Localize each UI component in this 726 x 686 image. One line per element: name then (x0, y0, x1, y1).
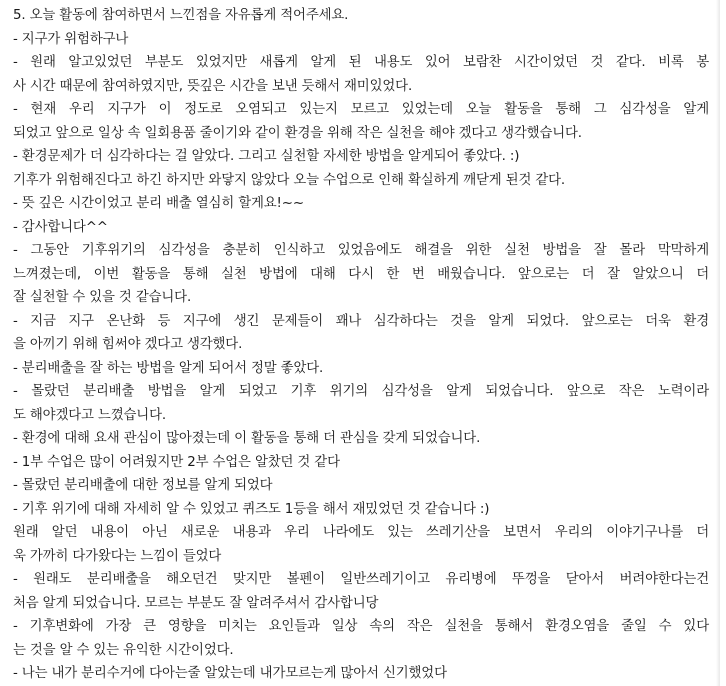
response-line: 도 해야겠다고 느꼈습니다. (13, 407, 166, 423)
response-line: - 지금 지구 온난화 등 지구에 생긴 문제들이 꽤나 심각하다는 것을 알게 되었다. 앞으로는 더욱 환경 (13, 313, 709, 329)
response-line: - 분리배출을 잘 하는 방법을 알게 되어서 정말 좋았다. (13, 360, 324, 376)
response-line: - 원래도 분리배출을 해오던건 맞지만 볼펜이 일반쓰레기이고 유리병에 뚜껑을 닫아서 버려야한다는건 (13, 572, 709, 587)
response-line: - 기후 위기에 대해 자세히 알 수 있었고 퀴즈도 1등을 해서 재밌었던 것 같습니다 :) (13, 501, 490, 517)
response-line: 을 아끼기 위해 힘써야 겠다고 생각했다. (13, 337, 243, 352)
response-line: - 몰랐던 분리배출에 대한 정보를 알게 되었다 (13, 478, 273, 493)
response-line: - 현재 우리 지구가 이 정도로 오염되고 있는지 모르고 있었는데 오늘 활동을 통해 그 심각성을 알게 (13, 102, 709, 117)
response-line: - 환경문제가 더 심각하다는 걸 알았다. 그리고 실천할 자세한 방법을 알게되어 좋았다. :) (13, 149, 520, 164)
response-line: - 기후변화에 가장 큰 영향을 미치는 요인들과 일상 속의 작은 실천을 통해서 환경오염을 줄일 수 있다 (13, 619, 709, 634)
response-line: - 뜻 깊은 시간이었고 분리 배출 열심히 할게요!~~ (13, 196, 304, 211)
response-line: 잘 실천할 수 있을 것 같습니다. (13, 290, 192, 305)
response-line: - 지구가 위험하구나 (13, 31, 129, 47)
document-body (13, 4, 709, 686)
response-line: 사 시간 때문에 참여하였지만, 뜻깊은 시간을 보낸 듯해서 재미있었다. (13, 78, 413, 94)
page-right-edge (716, 0, 720, 686)
response-line: - 환경에 대해 요새 관심이 많아졌는데 이 활동을 통해 더 관심을 갖게 되었습니다. (13, 431, 481, 446)
response-line: - 몰랐던 분리배출 방법을 알게 되었고 기후 위기의 심각성을 알게 되었습니다. 앞으로 작은 노력이라 (13, 384, 709, 399)
response-line: 는 것을 알 수 있는 유익한 시간이었다. (13, 642, 234, 658)
question-heading: 5. 오늘 활동에 참여하면서 느낀점을 자유롭게 적어주세요. (13, 8, 349, 23)
response-line: - 감사합니다^^ (13, 219, 108, 235)
response-line: - 1부 수업은 많이 어려웠지만 2부 수업은 알찼던 것 같다 (13, 454, 340, 470)
response-line: - 원래 알고있었던 부분도 있었지만 새롭게 알게 된 내용도 있어 보람찬 시간이었던 것 같다. 비록 봉 (13, 55, 709, 70)
response-line: 처음 알게 되었습니다. 모르는 부분도 잘 알려주셔서 감사합니당 (13, 595, 379, 611)
response-line: 기후가 위험해진다고 하긴 하지만 와닿지 않았다 오늘 수업으로 인해 확실하게 깨닫게 된것 같다. (13, 172, 566, 188)
response-line: 원래 알던 내용이 아닌 새로운 내용과 우리 나라에도 있는 쓰레기산을 보면서 우리의 이야기구나를 더 (13, 525, 709, 540)
response-line: - 그동안 기후위기의 심각성을 충분히 인식하고 있었음에도 해결을 위한 실천 방법을 잘 몰라 막막하게 (13, 243, 709, 258)
response-line: 욱 가까히 다가왔다는 느낌이 들었다 (13, 548, 222, 564)
response-line: 느껴졌는데, 이번 활동을 통해 실천 방법에 대해 다시 한 번 배웠습니다. 앞으로는 더 잘 알았으니 더 (13, 266, 709, 282)
response-line: 되었고 앞으로 일상 속 일회용품 줄이기와 같이 환경을 위해 작은 실천을 해야 겠다고 생각했습니다. (13, 125, 582, 141)
response-line: - 나는 내가 분리수거에 다아는줄 알았는데 내가모르는게 많아서 신기했었다 (13, 666, 447, 681)
